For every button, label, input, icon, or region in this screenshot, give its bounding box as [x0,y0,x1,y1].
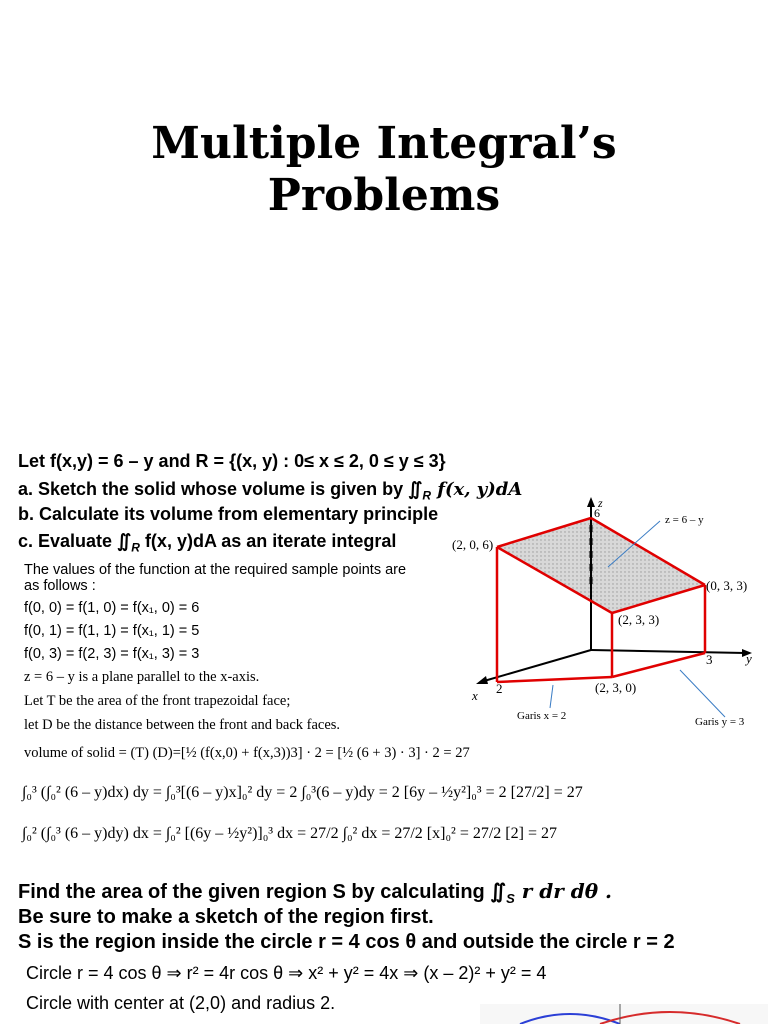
three-label: 3 [706,652,713,667]
x-arrow [476,676,488,684]
part-a-tail: f(x, y)dA [431,479,523,500]
let-t: Let T be the area of the front trapezoidal face; [24,693,291,709]
part-c-text: c. Evaluate ∬ [18,531,132,551]
part-a-sub: R [422,488,431,503]
problem-statement: Let f(x,y) = 6 – y and R = {(x, y) : 0≤ x ≤ 2, 0 ≤ y ≤ 3} [18,451,446,471]
part-c-tail: f(x, y)dA as an iterate integral [139,531,397,551]
region-sketch [480,1004,768,1024]
z-label: z [598,496,603,510]
point-233-label: (2, 3, 3) [618,612,660,627]
part-c [18,531,396,555]
problem2-sketch: Be sure to make a sketch of the region first. [18,906,434,928]
title-line-2: Problems [267,170,501,221]
value-line-2: f(0, 1) = f(1, 1) = f(x₁, 1) = 5 [24,623,200,639]
let-d: let D be the distance between the front and back faces. [24,717,341,733]
point-206-label: (2, 0, 6) [452,537,494,552]
plane-note: z = 6 – y is a plane parallel to the x-axis. [24,669,260,685]
part-a-text: a. Sketch the solid whose volume is given by ∬ [18,479,423,499]
y-axis [591,650,745,653]
garis-y-pointer [680,670,725,717]
problem2-find-sub: S [506,891,515,906]
y-label: y [746,651,752,666]
plane-label: z = 6 – y [665,514,704,526]
garis-x-label: Garis x = 2 [517,710,567,722]
two-label: 2 [496,681,503,696]
iterated-integral-2: ∫₀² (∫₀³ (6 – y)dy) dx = ∫₀² [(6y – ½y²)]₀³ dx = 27/2 ∫₀² dx = 27/2 [x]₀² = 27/2 [2] = 27 [22,825,557,842]
values-intro-2: as follows : [24,578,96,594]
garis-x-pointer [550,685,553,708]
solid-diagram [440,495,768,735]
x-axis [484,650,591,681]
problem2-region: S is the region inside the circle r = 4 cos θ and outside the circle r = 2 [18,931,675,953]
garis-y-label: Garis y = 3 [695,716,745,728]
problem2-find-text: Find the area of the given region S by calculating ∬ [18,881,507,903]
iterated-integral-1: ∫₀³ (∫₀² (6 – y)dx) dy = ∫₀³[(6 – y)x]₀² dy = 2 ∫₀³(6 – y)dy = 2 [6y – ½y²]₀³ = 2 [27/2] = 27 [22,784,583,801]
x-label: x [472,688,478,703]
circle-center: Circle with center at (2,0) and radius 2. [26,993,336,1013]
problem2-find [18,879,612,906]
sketch-background [480,1004,768,1024]
circle-equation: Circle r = 4 cos θ ⇒ r² = 4r cos θ ⇒ x² + y² = 4x ⇒ (x – 2)² + y² = 4 [26,963,547,983]
point-033-label: (0, 3, 3) [706,578,748,593]
problem2-find-tail: r dr dθ . [514,879,612,903]
part-b: b. Calculate its volume from elementary principle [18,504,439,524]
values-intro-1: The values of the function at the required sample points are [24,562,407,578]
part-c-sub: R [131,540,140,555]
six-label: 6 [594,506,600,520]
value-line-3: f(0, 3) = f(2, 3) = f(x₁, 3) = 3 [24,646,200,662]
value-line-1: f(0, 0) = f(1, 0) = f(x₁, 0) = 6 [24,600,200,616]
title-line-1: Multiple Integral’s [151,118,617,169]
point-230-label: (2, 3, 0) [595,680,637,695]
volume-formula: volume of solid = (T) (D)=[½ (f(x,0) + f(x,3))3] · 2 = [½ (6 + 3) · 3] · 2 = 27 [24,745,470,761]
